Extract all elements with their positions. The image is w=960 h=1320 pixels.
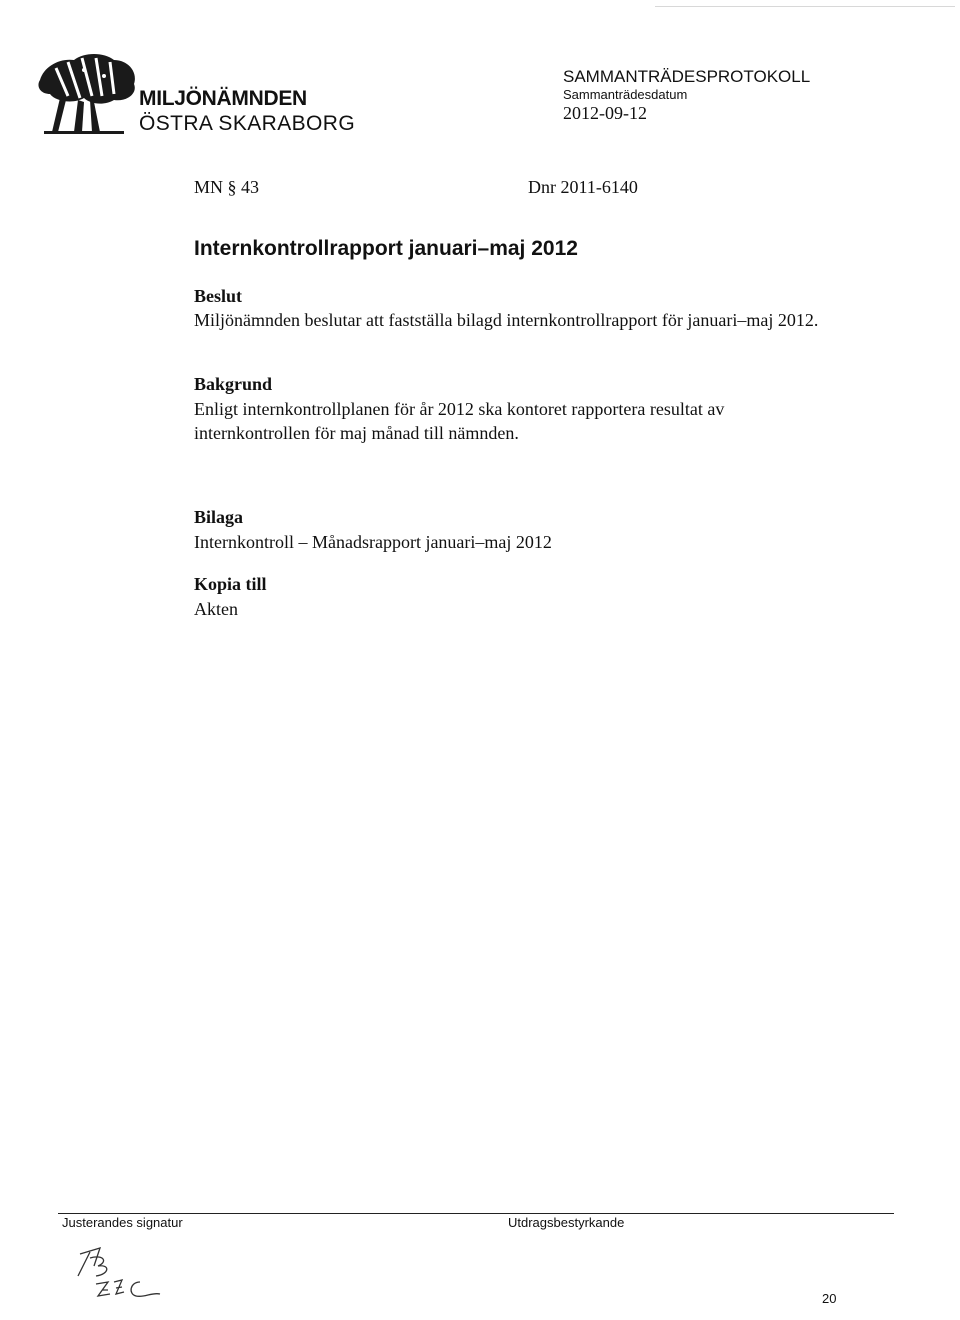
section-text-bakgrund: Enligt internkontrollplanen för år 2012 ska kontoret rapportera resultat av internkontrollen för maj månad till nämnden.	[194, 399, 725, 443]
footer-rule	[58, 1213, 894, 1214]
section-text-beslut: Miljönämnden beslutar att fastställa bilagd internkontrollrapport för januari–maj 2012.	[194, 310, 819, 330]
org-name: MILJÖNÄMNDEN	[139, 87, 307, 110]
section-heading-bilaga: Bilaga	[194, 507, 244, 527]
diary-number: Dnr 2011-6140	[528, 177, 638, 197]
org-subtitle: ÖSTRA SKARABORG	[139, 112, 356, 135]
handwritten-initials	[60, 1236, 200, 1308]
section-heading-bakgrund: Bakgrund	[194, 374, 273, 394]
signature-label: Justerandes signatur	[62, 1215, 183, 1230]
meeting-date: 2012-09-12	[563, 103, 647, 123]
document-title: Internkontrollrapport januari–maj 2012	[194, 237, 578, 260]
section-text-kopia: Akten	[194, 599, 238, 619]
paragraph-number: MN § 43	[194, 177, 260, 197]
tree-logo-icon	[34, 50, 139, 135]
top-rule	[655, 6, 955, 7]
page-number: 20	[822, 1291, 837, 1306]
protocol-title: SAMMANTRÄDESPROTOKOLL	[563, 67, 811, 86]
certification-label: Utdragsbestyrkande	[508, 1215, 625, 1230]
section-text-bilaga: Internkontroll – Månadsrapport januari–maj 2012	[194, 532, 552, 552]
section-heading-beslut: Beslut	[194, 286, 243, 306]
section-heading-kopia: Kopia till	[194, 574, 267, 594]
meeting-date-label: Sammanträdesdatum	[563, 87, 688, 102]
